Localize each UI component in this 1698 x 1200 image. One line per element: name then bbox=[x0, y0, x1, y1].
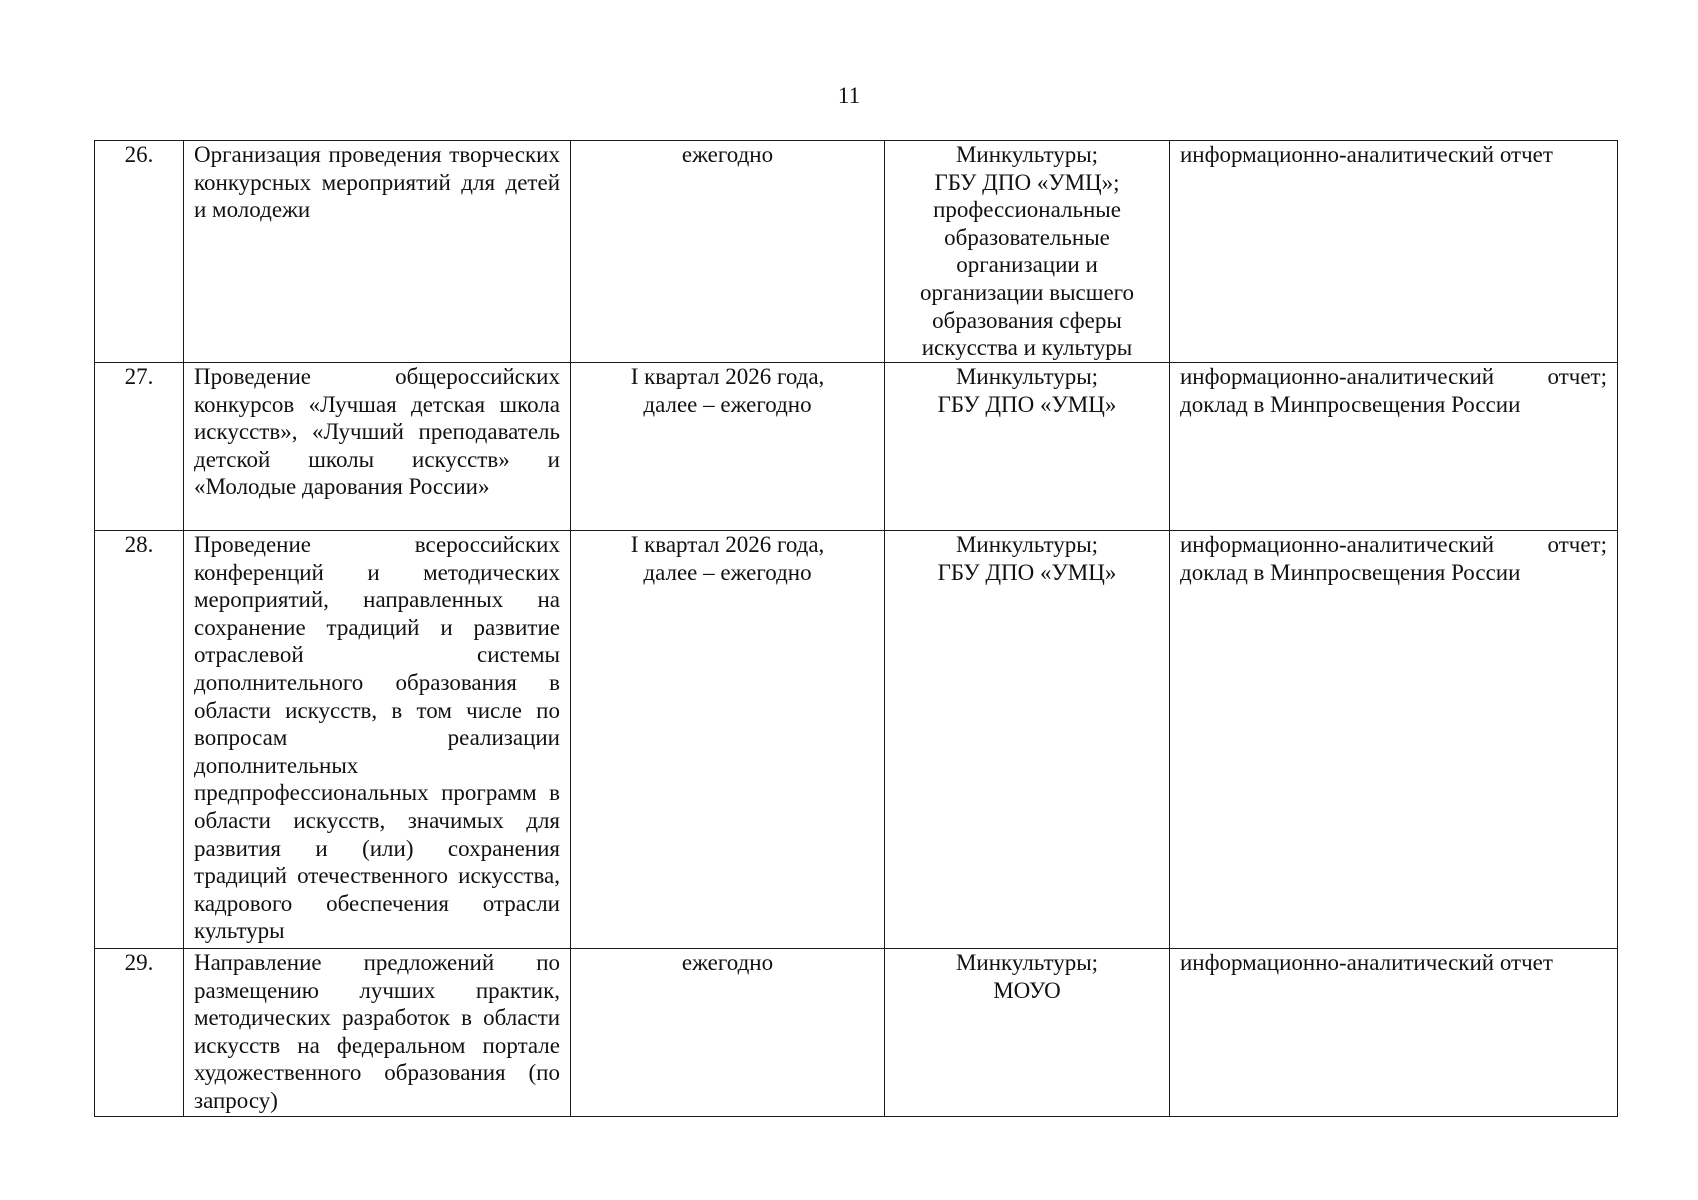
responsible-line: профессиональные bbox=[933, 197, 1121, 223]
responsible-line: образования сферы bbox=[932, 307, 1122, 333]
responsible-cell bbox=[885, 141, 1170, 363]
term-line: далее – ежегодно bbox=[643, 559, 812, 585]
responsible-line: организации и bbox=[956, 252, 1098, 278]
action-cell: Проведение всероссийских конференций и методических мероприятий, направленных на сохранение традиций и развитие отраслевой системы дополнительного образования в области искусств, в том числе по вопросам реализации дополнительных предпрофессиональных программ в области искусств, значимых для развития и (или) сохранения традиций отечественного искусства, кадрового обеспечения отрасли культуры bbox=[184, 531, 571, 949]
responsible-line: искусства и культуры bbox=[921, 335, 1133, 361]
action-plan-table bbox=[94, 140, 1618, 1117]
term-line: ежегодно bbox=[681, 950, 774, 975]
table-row bbox=[95, 141, 1618, 363]
responsible-line: образовательные bbox=[944, 224, 1110, 250]
responsible-line: ГБУ ДПО «УМЦ» bbox=[937, 559, 1117, 585]
page-number: 11 bbox=[837, 83, 861, 108]
term-cell bbox=[571, 949, 885, 1117]
responsible-cell bbox=[885, 363, 1170, 531]
table-row bbox=[95, 363, 1618, 531]
action-cell: Проведение общероссийских конкурсов «Лучшая детская школа искусств», «Лучший преподаватель детской школы искусств» и «Молодые дарования России» bbox=[184, 363, 571, 531]
action-cell: Организация проведения творческих конкурсных мероприятий для детей и молодежи bbox=[184, 141, 571, 363]
responsible-line: Минкультуры; bbox=[955, 364, 1099, 389]
responsible-line: ГБУ ДПО «УМЦ»; bbox=[934, 169, 1120, 195]
result-cell: информационно-аналитический отчет; доклад в Минпросвещения России bbox=[1170, 531, 1618, 949]
row-number: 27. bbox=[95, 363, 184, 531]
result-cell: информационно-аналитический отчет bbox=[1170, 141, 1618, 363]
term-line: ежегодно bbox=[681, 142, 774, 167]
term-cell bbox=[571, 531, 885, 949]
responsible-line: ГБУ ДПО «УМЦ» bbox=[937, 391, 1117, 417]
row-number: 26. bbox=[95, 141, 184, 363]
row-number: 29. bbox=[95, 949, 184, 1117]
term-cell bbox=[571, 363, 885, 531]
row-number: 28. bbox=[95, 531, 184, 949]
term-line: далее – ежегодно bbox=[643, 391, 812, 417]
table-row bbox=[95, 531, 1618, 949]
term-line: I квартал 2026 года, bbox=[630, 364, 825, 389]
table-row bbox=[95, 949, 1618, 1117]
responsible-line: Минкультуры; bbox=[955, 950, 1099, 975]
action-cell: Направление предложений по размещению лучших практик, методических разработок в области искусств на федеральном портале художественного образования (по запросу) bbox=[184, 949, 571, 1117]
responsible-cell bbox=[885, 949, 1170, 1117]
result-cell: информационно-аналитический отчет; доклад в Минпросвещения России bbox=[1170, 363, 1618, 531]
result-cell: информационно-аналитический отчет bbox=[1170, 949, 1618, 1117]
responsible-line: МОУО bbox=[993, 977, 1061, 1003]
responsible-cell bbox=[885, 531, 1170, 949]
responsible-line: организации высшего bbox=[919, 279, 1135, 305]
term-line: I квартал 2026 года, bbox=[630, 532, 825, 557]
term-cell bbox=[571, 141, 885, 363]
responsible-line: Минкультуры; bbox=[955, 532, 1099, 557]
responsible-line: Минкультуры; bbox=[955, 142, 1099, 167]
